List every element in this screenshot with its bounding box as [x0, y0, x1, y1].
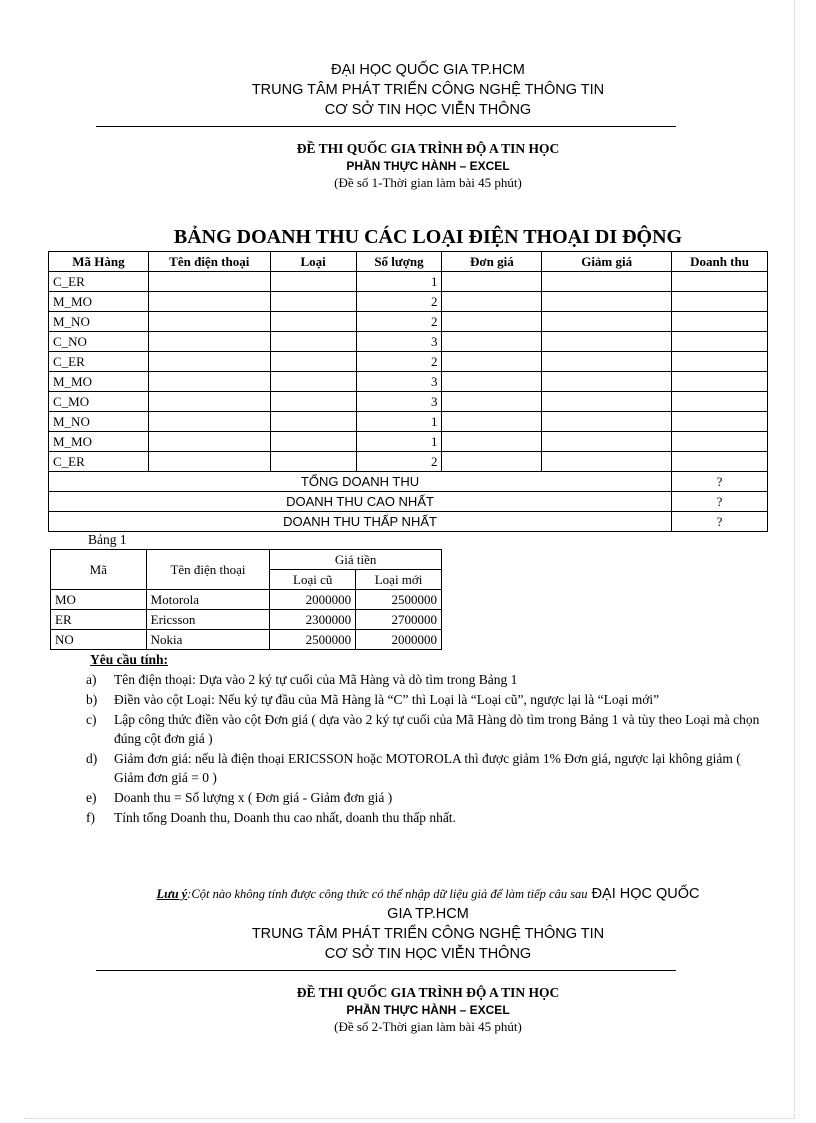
- item-text: Tính tổng Doanh thu, Doanh thu cao nhất, doanh thu thấp nhất.: [114, 810, 456, 825]
- cell-new-price: 2000000: [356, 630, 442, 650]
- table-title: BẢNG DOANH THU CÁC LOẠI ĐIỆN THOẠI DI ĐỘNG: [173, 226, 683, 248]
- cell-code: MO: [51, 590, 147, 610]
- cell-old-price: 2500000: [270, 630, 356, 650]
- cell-code: C_MO: [49, 392, 149, 412]
- note-text: :Cột nào không tính được công thức có thể nhập dữ liệu giả để làm tiếp câu sau: [187, 887, 588, 901]
- page-edge-bottom: [24, 1118, 794, 1119]
- cell-code: C_ER: [49, 452, 149, 472]
- table-row: [49, 372, 768, 392]
- note-block: [96, 884, 760, 964]
- cell-qty: 2: [356, 452, 442, 472]
- item-text: Lập công thức điền vào cột Đơn giá ( dựa vào 2 ký tự cuối của Mã Hàng dò tìm trong Bảng 1 và tùy theo Loại mà chọn đúng cột đơn giá ): [114, 712, 760, 746]
- table-row: [51, 610, 442, 630]
- col-header-code: Mã: [51, 550, 147, 590]
- col-header-code: Mã Hàng: [49, 252, 149, 272]
- summary-row-total: [49, 472, 768, 492]
- cell-code: M_NO: [49, 412, 149, 432]
- col-header-name: Tên điện thoại: [146, 550, 270, 590]
- table-row: [49, 452, 768, 472]
- cell-code: C_NO: [49, 332, 149, 352]
- exam-title: ĐỀ THI QUỐC GIA TRÌNH ĐỘ A TIN HỌC: [296, 141, 560, 156]
- summary-label: DOANH THU THẤP NHẤT: [49, 512, 672, 532]
- summary-row-max: [49, 492, 768, 512]
- cell-qty: 1: [356, 432, 442, 452]
- cell-name: Nokia: [146, 630, 270, 650]
- cell-qty: 3: [356, 372, 442, 392]
- list-item: [64, 690, 764, 709]
- col-header-discount: Giảm giá: [542, 252, 672, 272]
- note-trailing-header: ĐẠI HỌC QUỐC: [591, 886, 700, 902]
- cell-new-price: 2700000: [356, 610, 442, 630]
- cell-old-price: 2300000: [270, 610, 356, 630]
- exam-header: [100, 141, 756, 191]
- branch-name: CƠ SỞ TIN HỌC VIỄN THÔNG: [324, 102, 532, 118]
- table-row: [49, 312, 768, 332]
- table-row: [51, 630, 442, 650]
- table-row: [49, 292, 768, 312]
- item-marker: b): [86, 692, 98, 707]
- cell-code: NO: [51, 630, 147, 650]
- summary-value: ?: [672, 492, 768, 512]
- page-edge-right: [794, 0, 795, 1118]
- table-row: [49, 332, 768, 352]
- cell-code: C_ER: [49, 352, 149, 372]
- exam-title-2: ĐỀ THI QUỐC GIA TRÌNH ĐỘ A TIN HỌC: [296, 985, 560, 1000]
- list-item: [64, 808, 764, 827]
- exam-note-2: (Đề số 2-Thời gian làm bài 45 phút): [334, 1019, 522, 1034]
- item-marker: d): [86, 751, 98, 766]
- summary-value: ?: [672, 472, 768, 492]
- cell-code: M_NO: [49, 312, 149, 332]
- cell-qty: 2: [356, 352, 442, 372]
- col-header-price: Đơn giá: [442, 252, 542, 272]
- cell-qty: 1: [356, 272, 442, 292]
- exam-note: (Đề số 1-Thời gian làm bài 45 phút): [334, 175, 522, 190]
- center-name-2: TRUNG TÂM PHÁT TRIỂN CÔNG NGHỆ THÔNG TIN: [251, 926, 605, 942]
- col-header-price: Giá tiền: [270, 550, 442, 570]
- table-row: [51, 590, 442, 610]
- header-divider: [96, 126, 676, 127]
- cell-old-price: 2000000: [270, 590, 356, 610]
- item-marker: c): [86, 712, 97, 727]
- summary-value: ?: [672, 512, 768, 532]
- cell-code: M_MO: [49, 292, 149, 312]
- list-item: [64, 749, 764, 787]
- cell-name: Motorola: [146, 590, 270, 610]
- table-row: [49, 432, 768, 452]
- cell-code: ER: [51, 610, 147, 630]
- cell-code: M_MO: [49, 432, 149, 452]
- center-name: TRUNG TÂM PHÁT TRIỂN CÔNG NGHỆ THÔNG TIN: [251, 82, 605, 98]
- university-name-2: GIA TP.HCM: [387, 906, 469, 922]
- col-header-revenue: Doanh thu: [672, 252, 768, 272]
- item-text: Tên điện thoại: Dựa vào 2 ký tự cuối của Mã Hàng và dò tìm trong Bảng 1: [114, 672, 518, 687]
- list-item: [64, 788, 764, 807]
- cell-new-price: 2500000: [356, 590, 442, 610]
- item-text: Điền vào cột Loại: Nếu ký tự đầu của Mã Hàng là “C” thì Loại là “Loại cũ”, ngược lại là “Loại mới”: [114, 692, 660, 707]
- summary-label: TỔNG DOANH THU: [49, 472, 672, 492]
- cell-name: Ericsson: [146, 610, 270, 630]
- table-header-row: [49, 252, 768, 272]
- revenue-table: [48, 251, 768, 532]
- cell-qty: 3: [356, 392, 442, 412]
- university-name: ĐẠI HỌC QUỐC GIA TP.HCM: [331, 62, 525, 78]
- list-item: [64, 710, 764, 748]
- item-text: Giảm đơn giá: nếu là điện thoại ERICSSON hoặc MOTOROLA thì được giảm 1% Đơn giá, ngược lại không giảm ( Giảm đơn giá = 0 ): [114, 751, 741, 785]
- cell-qty: 2: [356, 312, 442, 332]
- header-divider-2: [96, 970, 676, 971]
- table-row: [49, 272, 768, 292]
- cell-qty: 2: [356, 292, 442, 312]
- cell-qty: 1: [356, 412, 442, 432]
- summary-label: DOANH THU CAO NHẤT: [49, 492, 672, 512]
- lookup-table: [50, 549, 442, 650]
- requirements-section: [64, 652, 764, 828]
- header-block: [100, 60, 756, 120]
- ref-table-caption: Bảng 1: [88, 532, 127, 547]
- item-text: Doanh thu = Số lượng x ( Đơn giá - Giảm đơn giá ): [114, 790, 393, 805]
- cell-code: C_ER: [49, 272, 149, 292]
- table-row: [49, 352, 768, 372]
- list-item: [64, 670, 764, 689]
- col-header-old: Loại cũ: [270, 570, 356, 590]
- summary-row-min: [49, 512, 768, 532]
- exam-header-2: [100, 985, 756, 1035]
- requirements-title: Yêu cầu tính:: [90, 652, 169, 667]
- note-label: Lưu ý: [156, 887, 188, 901]
- cell-code: M_MO: [49, 372, 149, 392]
- exam-part: PHẦN THỰC HÀNH – EXCEL: [346, 159, 510, 173]
- cell-qty: 3: [356, 332, 442, 352]
- col-header-qty: Số lượng: [356, 252, 442, 272]
- col-header-name: Tên điện thoại: [148, 252, 270, 272]
- requirements-list: [64, 670, 764, 827]
- table-row: [49, 412, 768, 432]
- branch-name-2: CƠ SỞ TIN HỌC VIỄN THÔNG: [324, 946, 532, 962]
- col-header-type: Loại: [270, 252, 356, 272]
- table-row: [49, 392, 768, 412]
- item-marker: e): [86, 790, 97, 805]
- exam-part-2: PHẦN THỰC HÀNH – EXCEL: [346, 1003, 510, 1017]
- item-marker: a): [86, 672, 97, 687]
- col-header-new: Loại mới: [356, 570, 442, 590]
- item-marker: f): [86, 810, 95, 825]
